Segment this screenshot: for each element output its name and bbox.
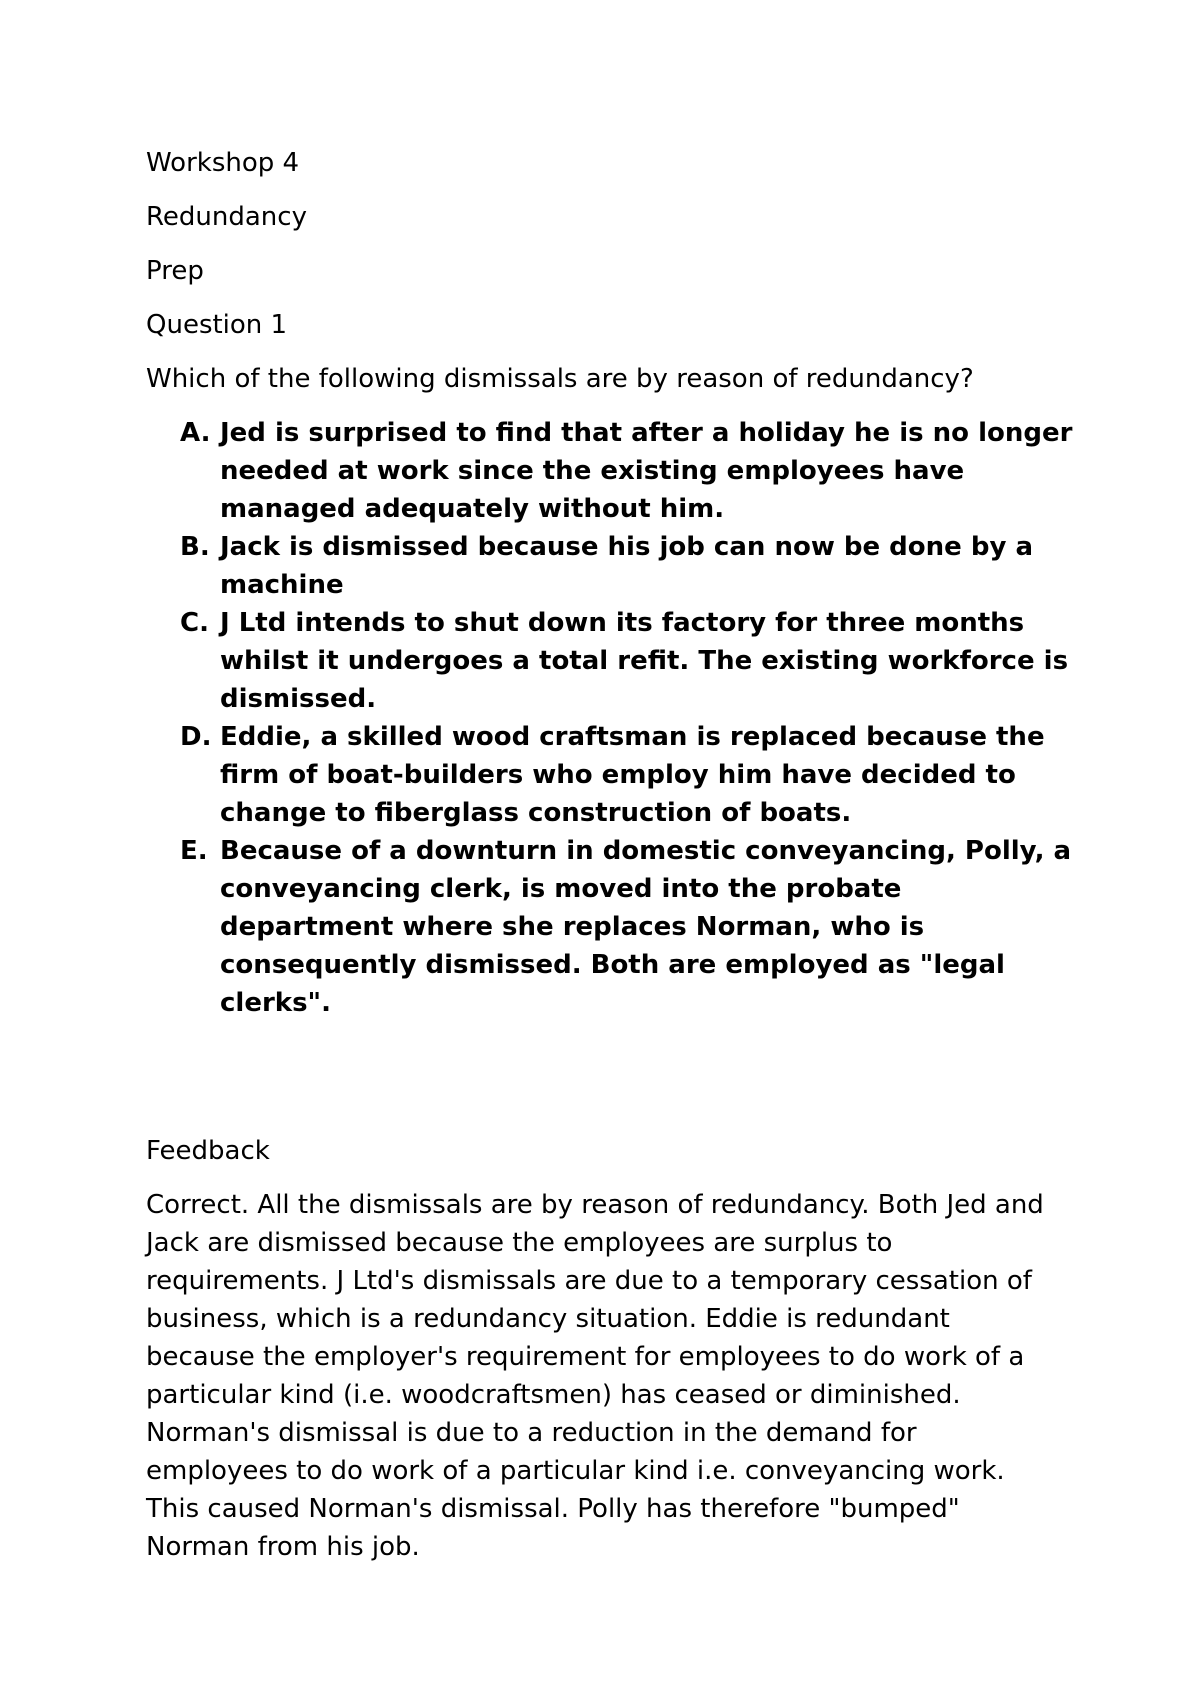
option-letter: E. [180,836,208,866]
option-text: Jack is dismissed because his job can now be done by a machine [220,532,1034,600]
option-text: J Ltd intends to shut down its factory for three months whilst it undergoes a total refit. The existing workforce is dismissed. [220,608,1069,714]
answer-options-list [180,414,1080,1022]
option-a [180,414,1080,528]
option-text: Eddie, a skilled wood craftsman is replaced because the firm of boat-builders who employ him have decided to change to fiberglass construction of boats. [220,722,1045,828]
option-letter: D. [180,722,212,752]
feedback-label: Feedback [146,1136,270,1166]
question-label: Question 1 [146,310,288,340]
option-letter: B. [180,532,210,562]
option-d [180,718,1080,832]
question-text: Which of the following dismissals are by reason of redundancy? [146,364,974,394]
option-b [180,528,1080,604]
option-e [180,832,1080,1022]
option-text: Because of a downturn in domestic conveyancing, Polly, a conveyancing clerk, is moved into the probate department where she replaces Norman, who is consequently dismissed. Both are employed as "legal clerks". [220,836,1072,1018]
feedback-text: Correct. All the dismissals are by reason of redundancy. Both Jed and Jack are dismissed because the employees are surplus to requirements. J Ltd's dismissals are due to a temporary cessation of business, which is a redundancy situation. Eddie is redundant because the employer's requirement for employees to do work of a particular kind (i.e. woodcraftsmen) has ceased or diminished. Norman's dismissal is due to a reduction in the demand for employees to do work of a particular kind i.e. conveyancing work. This caused Norman's dismissal. Polly has therefore "bumped" Norman from his job. [146,1190,1044,1562]
option-letter: C. [180,608,209,638]
option-letter: A. [180,418,211,448]
section-heading: Prep [146,256,204,286]
option-c [180,604,1080,718]
option-text: Jed is surprised to find that after a holiday he is no longer needed at work since the existing employees have managed adequately without him. [220,418,1073,524]
topic-heading: Redundancy [146,202,307,232]
workshop-title: Workshop 4 [146,148,300,178]
